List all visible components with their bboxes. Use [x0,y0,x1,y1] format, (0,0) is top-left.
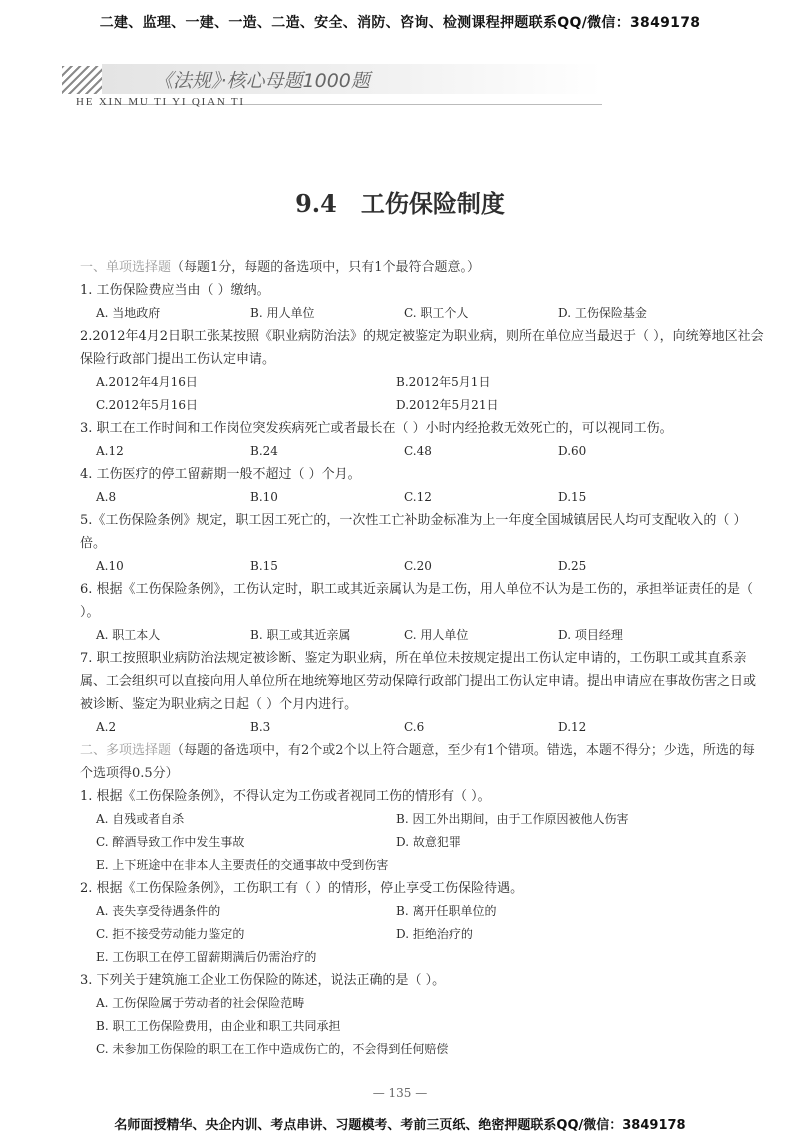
page-number: — 135 — [372,1086,428,1100]
question-stem: 2.2012年4月2日职工张某按照《职业病防治法》的规定被鉴定为职业病，则所在单位应当最迟于（ ），向统筹地区社会保险行政部门提出工伤认定申请。 [80,329,764,367]
answer-option: B. 离开任职单位的 [396,904,497,918]
answer-option: A.10 [96,559,124,573]
question-stem: 7. 职工按照职业病防治法规定被诊断、鉴定为职业病，所在单位未按规定提出工伤认定申请的，工伤职工或其直系亲属、工会组织可以直接向用人单位所在地统筹地区劳动保障行政部门提出工伤认定申请。提出申请应在事故伤害之日或被诊断、鉴定为职业病之日起（ ）个月内进行。 [80,651,757,712]
answer-options [80,371,764,417]
answer-option: C.48 [404,444,432,458]
header-subtitle: HE XIN MU TI YI QIAN TI [76,96,245,108]
answer-options [80,486,764,509]
answer-option: C. 醉酒导致工作中发生事故 [96,835,245,849]
answer-option: B. 职工或其近亲属 [250,628,351,642]
answer-options [80,900,764,969]
question-stem: 1. 工伤保险费应当由（ ）缴纳。 [80,283,270,298]
header-title: 《法规》·核心母题1000题 [154,70,370,92]
top-banner: 二建、监理、一建、一造、二造、安全、消防、咨询、检测课程押题联系QQ/微信：3849178 [99,15,701,31]
answer-option: B.24 [250,444,278,458]
answer-option: E. 工伤职工在停工留薪期满后仍需治疗的 [96,950,317,964]
question-stem: 3. 下列关于建筑施工企业工伤保险的陈述，说法正确的是（ ）。 [80,973,446,988]
question [80,509,764,578]
answer-option: A.8 [96,490,117,504]
answer-option: D. 拒绝治疗的 [396,927,473,941]
answer-option: C.6 [404,720,425,734]
question [80,785,764,877]
section-title: 9.4 工伤保险制度 [295,189,505,218]
answer-option: A.2 [96,720,117,734]
answer-option: B.10 [250,490,278,504]
multiple-choice-questions [80,785,764,1061]
answer-option: E. 上下班途中在非本人主要责任的交通事故中受到伤害 [96,858,389,872]
answer-option: B. 职工工伤保险费用，由企业和职工共同承担 [96,1019,341,1033]
answer-option: B. 因工外出期间，由于工作原因被他人伤害 [396,812,629,826]
answer-option: D.25 [558,559,587,573]
answer-option: A. 职工本人 [96,628,161,642]
answer-options [80,624,764,647]
group-label: 一、单项选择题 [80,260,172,275]
question [80,969,764,1061]
answer-options [80,992,764,1061]
answer-option: C.12 [404,490,432,504]
answer-option: C. 职工个人 [404,306,469,320]
answer-options [80,808,764,877]
answer-option: C.20 [404,559,432,573]
answer-option: A.2012年4月16日 [96,375,198,389]
bottom-banner: 名师面授精华、央企内训、考点串讲、习题模考、考前三页纸、绝密押题联系QQ/微信：3849178 [114,1118,686,1133]
group-label: 二、多项选择题 [80,743,172,758]
answer-option: D.60 [558,444,587,458]
answer-option: C. 用人单位 [404,628,469,642]
single-choice-questions [80,279,764,739]
answer-option: A. 自残或者自杀 [96,812,185,826]
question [80,279,764,325]
question [80,463,764,509]
question [80,417,764,463]
answer-option: D. 工伤保险基金 [558,306,647,320]
answer-option: C.2012年5月16日 [96,398,199,412]
question [80,647,764,739]
answer-option: B.3 [250,720,271,734]
running-header [62,60,602,110]
answer-option: D.2012年5月21日 [396,398,499,412]
answer-option: B. 用人单位 [250,306,315,320]
answer-option: B.15 [250,559,278,573]
question-stem: 5.《工伤保险条例》规定，职工因工死亡的，一次性工亡补助金标准为上一年度全国城镇居民人均可支配收入的（ ）倍。 [80,513,747,551]
answer-options [80,440,764,463]
single-choice-heading [80,256,764,279]
answer-options [80,716,764,739]
answer-option: D.12 [558,720,587,734]
answer-options [80,555,764,578]
answer-option: A. 工伤保险属于劳动者的社会保险范畴 [96,996,305,1010]
question-stem: 2. 根据《工伤保险条例》，工伤职工有（ ）的情形，停止享受工伤保险待遇。 [80,881,524,896]
group-instruction: （每题1分，每题的备选项中，只有1个最符合题意。） [171,260,481,275]
question-content [80,256,764,1061]
answer-option: D. 故意犯罪 [396,835,461,849]
question-stem: 6. 根据《工伤保险条例》，工伤认定时，职工或其近亲属认为是工伤，用人单位不认为是工伤的，承担举证责任的是（ ）。 [80,582,754,620]
question [80,877,764,969]
answer-option: A.12 [96,444,124,458]
question [80,578,764,647]
answer-options [80,302,764,325]
question-stem: 4. 工伤医疗的停工留薪期一般不超过（ ）个月。 [80,467,361,482]
question-stem: 3. 职工在工作时间和工作岗位突发疾病死亡或者最长在（ ）小时内经抢救无效死亡的，可以视同工伤。 [80,421,673,436]
multiple-choice-heading [80,739,764,785]
group-instruction: （每题的备选项中，有2个或2个以上符合题意，至少有1个错项。错选，本题不得分；少选，所选的每个选项得0.5分） [80,743,755,781]
answer-option: D.15 [558,490,587,504]
answer-option: D. 项目经理 [558,628,623,642]
answer-option: A. 当地政府 [96,306,161,320]
header-stripes [62,66,102,94]
answer-option: C. 拒不接受劳动能力鉴定的 [96,927,245,941]
question [80,325,764,417]
answer-option: A. 丧失享受待遇条件的 [96,904,221,918]
answer-option: B.2012年5月1日 [396,375,491,389]
question-stem: 1. 根据《工伤保险条例》，不得认定为工伤或者视同工伤的情形有（ ）。 [80,789,491,804]
answer-option: C. 未参加工伤保险的职工在工作中造成伤亡的，不会得到任何赔偿 [96,1042,449,1056]
